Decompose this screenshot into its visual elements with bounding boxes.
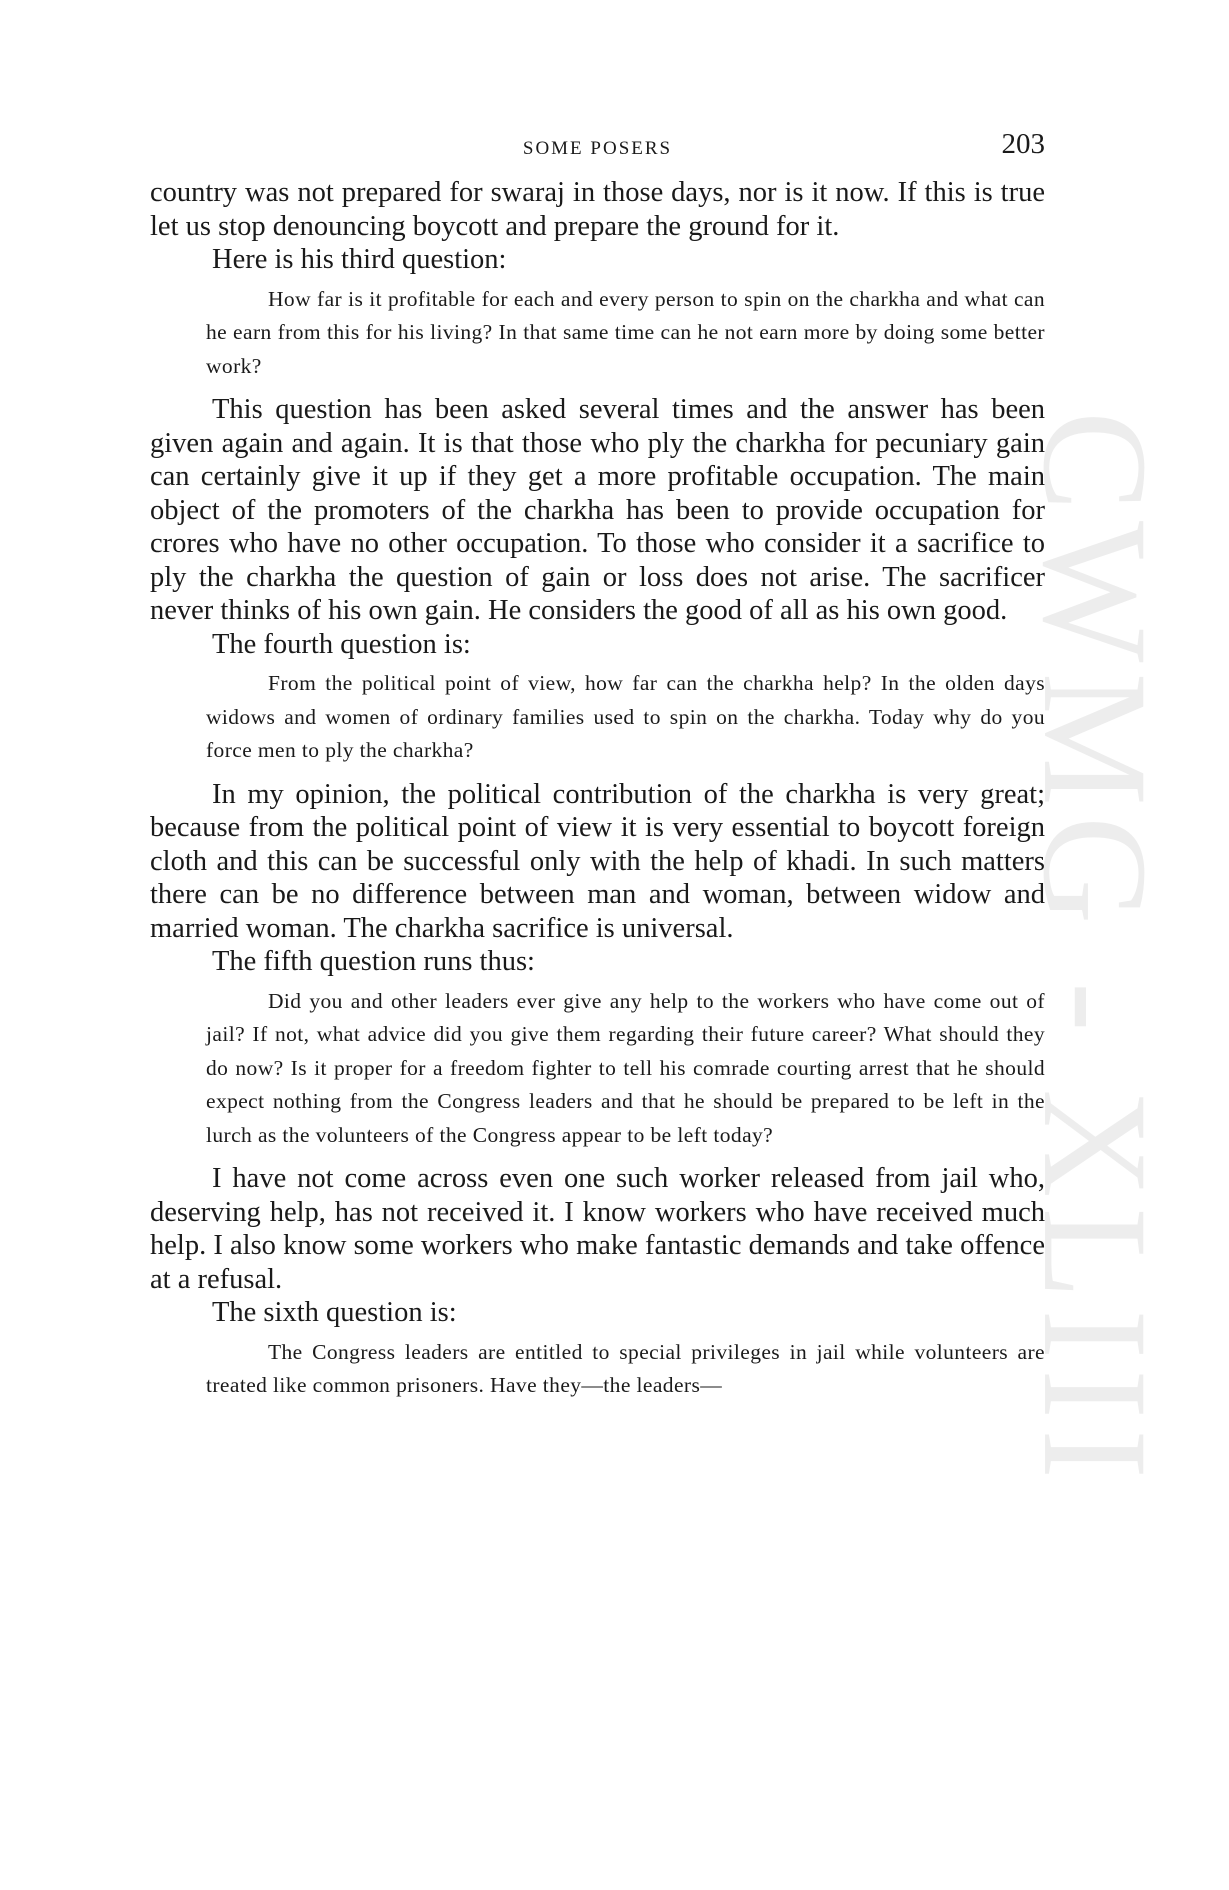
page-content xyxy=(150,128,1045,1417)
paragraph-continuation: country was not prepared for swaraj in those days, nor is it now. If this is true let us stop denouncing boycott and prepare the ground for it. xyxy=(150,177,1045,242)
paragraph-third-question-intro: Here is his third question: xyxy=(212,244,507,275)
paragraph-fourth-question-intro: The fourth question is: xyxy=(212,628,471,660)
paragraph-sixth-question-intro: The sixth question is: xyxy=(212,1297,457,1328)
watermark xyxy=(1012,410,1178,1490)
quote-third-question: How far is it profitable for each and every person to spin on the charkha and what can he earn from this for his living? In that same time can he not earn more by doing some better work? xyxy=(206,286,1045,378)
quote-fifth-question: Did you and other leaders ever give any help to the workers who have come out of jail? If not, what advice did you give them regarding their future career? What should they do now? Is it proper for a freedom fighter to tell his comrade courting arrest that he should expect nothing from the Congress leaders and that he should be prepared to be left in the lurch as the volunteers of the Congress appear to be left today? xyxy=(206,988,1045,1147)
paragraph-fourth-answer: In my opinion, the political contribution of the charkha is very great; because from the political point of view it is very essential to boycott foreign cloth and this can be successful only with the help of khadi. In such matters there can be no difference between man and woman, between widow and married woman. The charkha sacrifice is universal. xyxy=(150,778,1045,944)
paragraph-fifth-answer: I have not come across even one such worker released from jail who, deserving help, has not received it. I know workers who have received much help. I also know some workers who make fantastic demands and take offence at a refusal. xyxy=(150,1163,1045,1295)
paragraph-third-answer: This question has been asked several times and the answer has been given again and again. It is that those who ply the charkha for pecuniary gain can certainly give it up if they get a more profitable occupation. The main object of the promoters of the charkha has been to provide occupation for crores who have no other occupation. To those who consider it a sacrifice to ply the charkha the question of gain or loss does not arise. The sacrificer never thinks of his own gain. He considers the good of all as his own good. xyxy=(150,394,1045,626)
running-header xyxy=(150,128,1045,168)
watermark-text: CWMG - XLIII xyxy=(1012,410,1178,1490)
quote-fourth-question: From the political point of view, how far can the charkha help? In the olden days widows and women of ordinary families used to spin on the charkha. Today why do you force men to ply the charkha? xyxy=(206,671,1045,762)
running-title: SOME POSERS xyxy=(522,138,673,159)
paragraph-fifth-question-intro: The fifth question runs thus: xyxy=(212,946,535,977)
page-number: 203 xyxy=(1001,128,1045,160)
quote-sixth-question: The Congress leaders are entitled to special privileges in jail while volunteers are treated like common prisoners. Have they—the leaders— xyxy=(206,1339,1045,1397)
